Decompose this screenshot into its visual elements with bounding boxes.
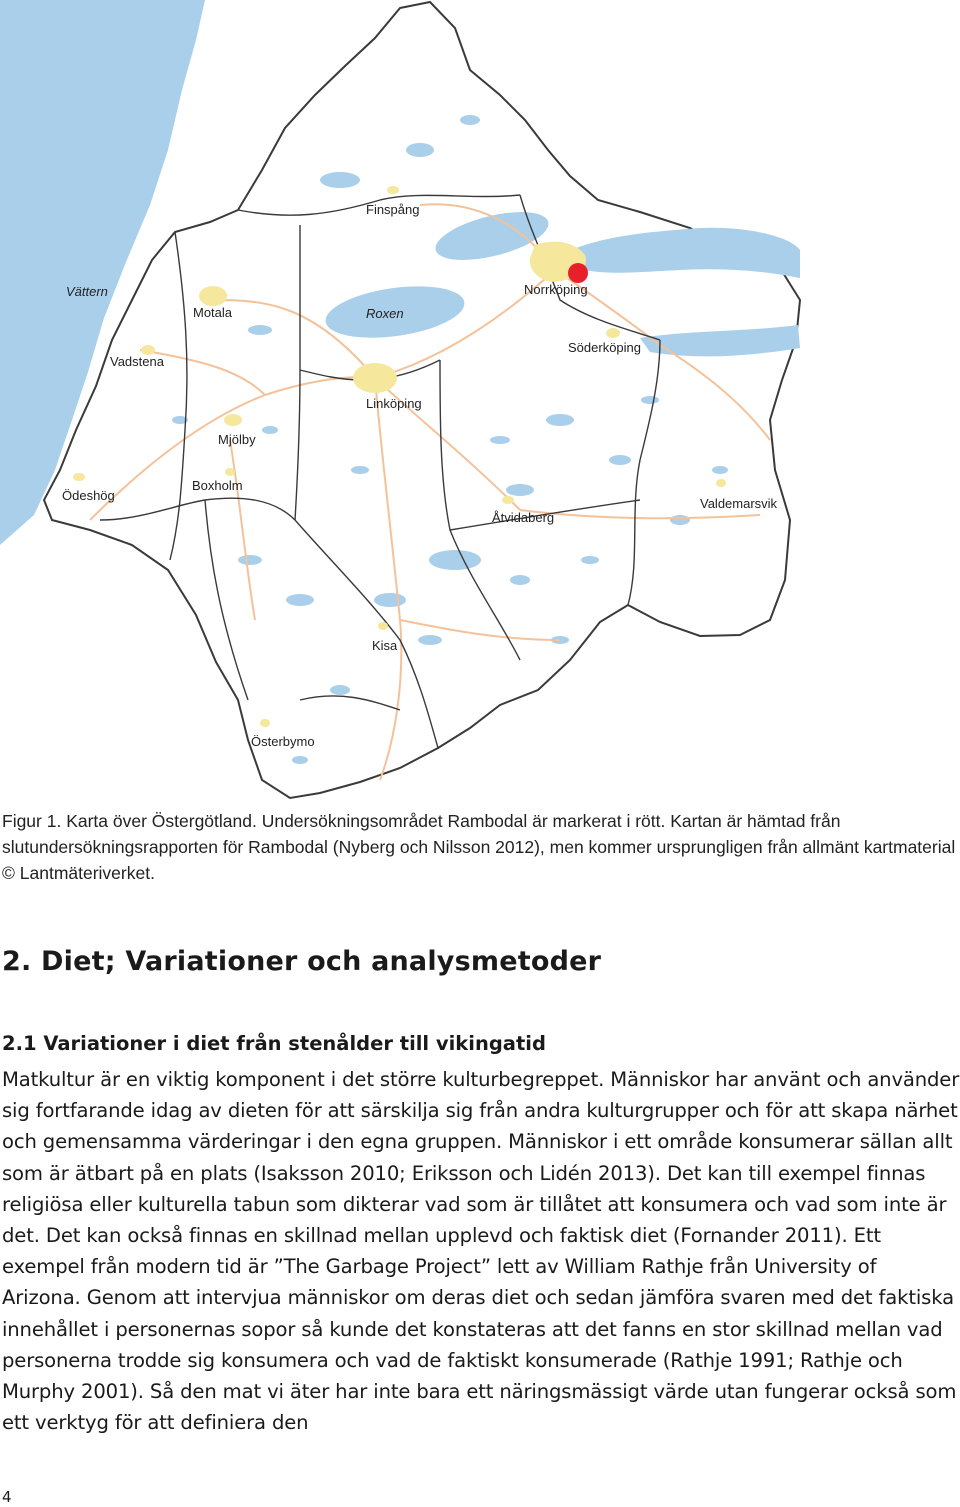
place-label: Vättern: [66, 284, 108, 299]
place-label: Kisa: [372, 638, 398, 653]
place-label: Valdemarsvik: [700, 496, 778, 511]
place-label: Ödeshög: [62, 488, 115, 503]
place-label: Norrköping: [524, 282, 588, 297]
section-heading: 2. Diet; Variationer och analysmetoder: [2, 946, 602, 977]
place-label: Österbymo: [251, 734, 315, 749]
place-label: Åtvidaberg: [492, 510, 555, 525]
place-label: Motala: [193, 305, 233, 320]
place-label: Vadstena: [110, 354, 164, 369]
figure-caption: Figur 1. Karta över Östergötland. Undersökningsområdet Rambodal är markerat i rött. Kartan är hämtad från slutundersökningsrapporten för Rambodal (Nyberg och Nilsson 2012), men kommer ursprungligen från allmänt kartmaterial © Lantmäteriverket.: [2, 811, 956, 883]
page-number: 4: [2, 1488, 12, 1506]
place-label: Boxholm: [192, 478, 243, 493]
place-label: Roxen: [366, 306, 404, 321]
body-paragraph: Matkultur är en viktig komponent i det större kulturbegreppet. Människor har använt och använder sig fortfarande idag av dieten för att särskilja sig från andra kulturgrupper och för att skapa närhet och gemensamma värderingar i den egna gruppen. Människor i ett område konsumerar sällan allt som är ätbart på en plats (Isaksson 2010; Eriksson och Lidén 2013). Det kan till exempel finnas religiösa eller kulturella tabun som dikterar vad som är tillåtet att konsumera och vad som inte är det. Det kan också finnas en skillnad mellan upplevd och faktisk diet (Fornander 2011). Ett exempel från modern tid är ”The Garbage Project” lett av William Rathje från University of Arizona. Genom att intervjua människor om deras diet och sedan jämföra svaren med det faktiska innehållet i personernas sopor så kunde det konstateras att det fanns en stor skillnad mellan vad personerna trodde sig konsumera och vad de faktiskt konsumerade (Rathje 1991; Rathje och Murphy 2001). Så den mat vi äter har inte bara ett näringsmässigt värde utan fungerar också som ett verktyg för att definiera den: [2, 1068, 960, 1435]
place-label: Mjölby: [218, 432, 256, 447]
site-marker-rambodal: [568, 263, 588, 283]
place-label: Söderköping: [568, 340, 641, 355]
subsection-heading: 2.1 Variationer i diet från stenålder till vikingatid: [2, 1032, 546, 1055]
place-label: Finspång: [366, 202, 420, 217]
place-label: Linköping: [366, 396, 422, 411]
